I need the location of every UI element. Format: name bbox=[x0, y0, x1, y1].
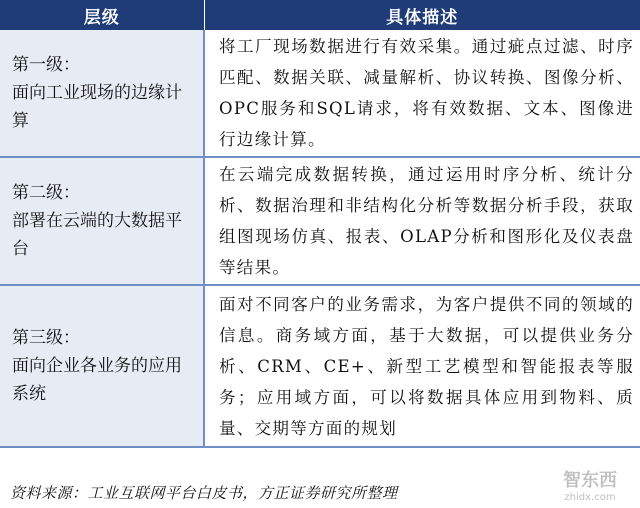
level-title: 第二级： bbox=[12, 183, 80, 203]
watermark-en: zhidx.com bbox=[564, 492, 616, 503]
header-row bbox=[0, 0, 640, 30]
watermark-cn: 智东西 bbox=[563, 470, 617, 491]
description-cell: 在云端完成数据转换，通过运用时序分析、统计分析、数据治理和非结构化分析等数据分析手段，获取组图现场仿真、报表、OLAP分析和图形化及仪表盘等结果。 bbox=[204, 157, 640, 285]
header-level: 层级 bbox=[0, 0, 204, 30]
watermark-logo bbox=[548, 464, 632, 504]
table-row bbox=[0, 157, 640, 285]
header-description: 具体描述 bbox=[204, 0, 640, 30]
description-cell: 将工厂现场数据进行有效采集。通过疵点过滤、时序匹配、数据关联、减量解析、协议转换、图像分析、OPC服务和SQL请求，将有效数据、文本、图像进行边缘计算。 bbox=[204, 30, 640, 157]
table-header bbox=[0, 0, 640, 30]
level-title: 第三级： bbox=[12, 328, 80, 348]
level-subtitle: 部署在云端的大数据平台 bbox=[12, 211, 182, 259]
table-body bbox=[0, 30, 640, 447]
table-row bbox=[0, 285, 640, 447]
level-cell bbox=[0, 30, 204, 157]
level-cell bbox=[0, 285, 204, 447]
source-note: 资料来源：工业互联网平台白皮书，方正证券研究所整理 bbox=[10, 484, 398, 502]
level-subtitle: 面向工业现场的边缘计算 bbox=[12, 83, 182, 131]
level-title: 第一级： bbox=[12, 55, 80, 75]
level-cell bbox=[0, 157, 204, 285]
table-row bbox=[0, 30, 640, 157]
level-subtitle: 面向企业各业务的应用系统 bbox=[12, 356, 182, 404]
description-cell: 面对不同客户的业务需求，为客户提供不同的领域的信息。商务域方面，基于大数据，可以提供业务分析、CRM、CE+、新型工艺模型和智能报表等服务；应用域方面，可以将数据具体应用到物料、质量、交期等方面的规划 bbox=[204, 285, 640, 447]
